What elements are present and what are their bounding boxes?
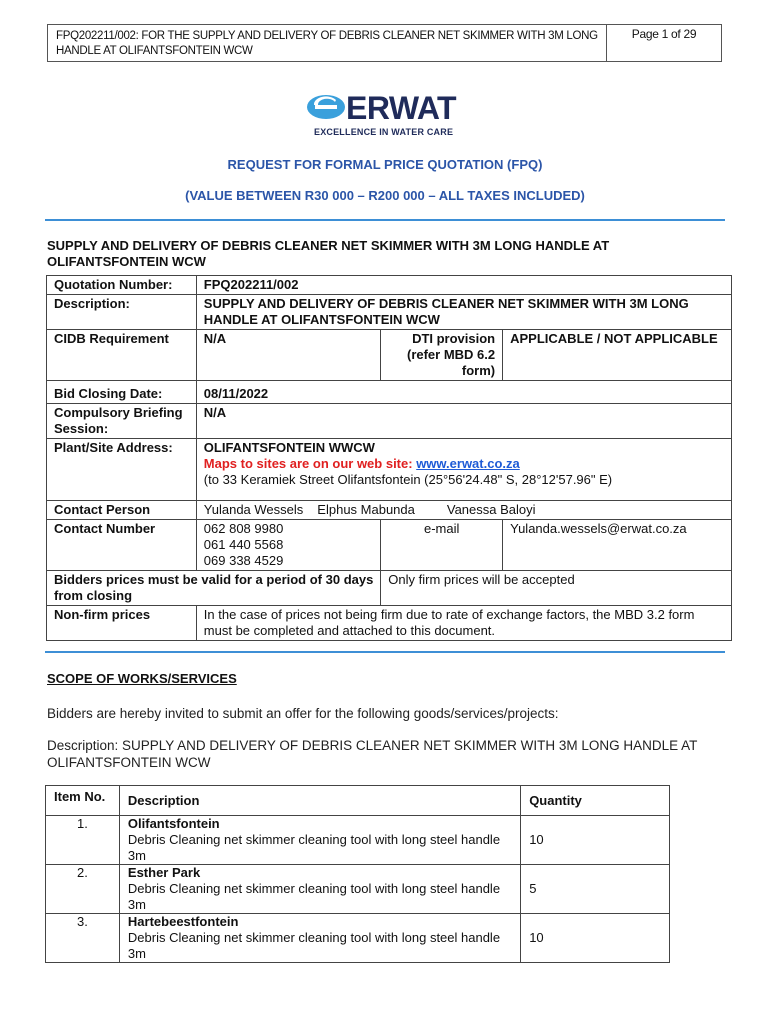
table-row bbox=[47, 439, 732, 501]
quotation-info-table bbox=[46, 275, 732, 641]
erwat-logo bbox=[306, 90, 466, 144]
briefing-value: N/A bbox=[196, 404, 731, 439]
cidb-value: N/A bbox=[196, 330, 381, 381]
table-row bbox=[47, 330, 732, 381]
maps-text: Maps to sites are on our web site: bbox=[203, 456, 417, 471]
dti-label: DTI provision (refer MBD 6.2 form) bbox=[381, 330, 503, 381]
site-address-label: Plant/Site Address: bbox=[47, 439, 197, 501]
table-row bbox=[47, 381, 732, 404]
table-header-row bbox=[46, 786, 670, 816]
table-row bbox=[46, 865, 670, 914]
contact-person-label: Contact Person bbox=[47, 501, 197, 520]
item-detail: Debris Cleaning net skimmer cleaning tool with long steel handle 3m bbox=[127, 881, 501, 912]
column-header-quantity: Quantity bbox=[521, 786, 670, 816]
table-row bbox=[46, 816, 670, 865]
email-label: e-mail bbox=[381, 520, 503, 571]
contact-numbers bbox=[196, 520, 381, 571]
item-site: Hartebeestfontein bbox=[127, 914, 239, 929]
items-table bbox=[45, 785, 670, 963]
table-row bbox=[47, 404, 732, 439]
email-value[interactable]: Yulanda.wessels@erwat.co.za bbox=[503, 520, 732, 571]
site-address: (to 33 Keramiek Street Olifantsfontein (25°56'24.48" S, 28°12'57.96" E) bbox=[203, 472, 613, 487]
contact-person-2: Elphus Mabunda bbox=[317, 502, 415, 517]
website-link[interactable]: www.erwat.co.za bbox=[416, 456, 520, 471]
table-row bbox=[47, 571, 732, 606]
scope-intro: Bidders are hereby invited to submit an offer for the following goods/services/projects: bbox=[47, 706, 559, 721]
nonfirm-value: In the case of prices not being firm due to rate of exchange factors, the MBD 3.2 form must be completed and attached to this document. bbox=[196, 606, 731, 641]
item-number: 3. bbox=[46, 914, 120, 963]
item-detail: Debris Cleaning net skimmer cleaning tool with long steel handle 3m bbox=[127, 832, 501, 863]
item-description bbox=[119, 816, 520, 865]
header-line-2: HANDLE AT OLIFANTSFONTEIN WCW bbox=[56, 45, 253, 57]
quotation-number-label: Quotation Number: bbox=[47, 276, 197, 295]
validity-value: Only firm prices will be accepted bbox=[381, 571, 732, 606]
header-line-1: FPQ202211/002: FOR THE SUPPLY AND DELIVERY OF DEBRIS CLEANER NET SKIMMER WITH 3M LONG bbox=[56, 30, 598, 42]
phone-2: 061 440 5568 bbox=[203, 537, 284, 552]
item-quantity: 5 bbox=[521, 865, 670, 914]
closing-date-value: 08/11/2022 bbox=[196, 381, 731, 404]
maps-line bbox=[204, 456, 724, 472]
item-number: 2. bbox=[46, 865, 120, 914]
divider bbox=[45, 651, 725, 653]
column-header-description: Description bbox=[119, 786, 520, 816]
item-site: Olifantsfontein bbox=[127, 816, 220, 831]
table-row bbox=[47, 276, 732, 295]
form-subtitle: (VALUE BETWEEN R30 000 – R200 000 – ALL TAXES INCLUDED) bbox=[185, 188, 585, 203]
item-detail: Debris Cleaning net skimmer cleaning tool with long steel handle 3m bbox=[127, 930, 501, 961]
briefing-label: Compulsory Briefing Session: bbox=[47, 404, 197, 439]
description-label: Description: bbox=[47, 295, 197, 330]
phone-1: 062 808 9980 bbox=[203, 521, 284, 536]
logo-wordmark: ERWAT bbox=[346, 90, 457, 126]
page-number: Page 1 of 29 bbox=[606, 24, 722, 62]
item-number: 1. bbox=[46, 816, 120, 865]
table-row bbox=[47, 520, 732, 571]
item-description bbox=[119, 865, 520, 914]
site-name: OLIFANTSFONTEIN WWCW bbox=[203, 440, 375, 455]
nonfirm-label: Non-firm prices bbox=[47, 606, 197, 641]
contact-person-3: Vanessa Baloyi bbox=[446, 502, 536, 517]
scope-heading: SCOPE OF WORKS/SERVICES bbox=[47, 671, 237, 686]
form-title: REQUEST FOR FORMAL PRICE QUOTATION (FPQ) bbox=[227, 157, 543, 172]
project-heading: SUPPLY AND DELIVERY OF DEBRIS CLEANER NET SKIMMER WITH 3M LONG HANDLE AT OLIFANTSFONTEIN WCW bbox=[47, 238, 610, 269]
item-description bbox=[119, 914, 520, 963]
divider bbox=[45, 219, 725, 221]
item-site: Esther Park bbox=[127, 865, 201, 880]
scope-description: Description: SUPPLY AND DELIVERY OF DEBRIS CLEANER NET SKIMMER WITH 3M LONG HANDLE AT OLIFANTSFONTEIN WCW bbox=[47, 738, 698, 770]
cidb-label: CIDB Requirement bbox=[47, 330, 197, 381]
contact-number-label: Contact Number bbox=[47, 520, 197, 571]
table-row bbox=[47, 295, 732, 330]
contact-persons bbox=[196, 501, 731, 520]
quotation-number-value: FPQ202211/002 bbox=[196, 276, 731, 295]
closing-date-label: Bid Closing Date: bbox=[47, 381, 197, 404]
table-row bbox=[47, 606, 732, 641]
phone-3: 069 338 4529 bbox=[203, 553, 284, 568]
document-header bbox=[47, 24, 607, 62]
item-quantity: 10 bbox=[521, 914, 670, 963]
table-row bbox=[47, 501, 732, 520]
table-row bbox=[46, 914, 670, 963]
logo-tagline: EXCELLENCE IN WATER CARE bbox=[314, 127, 454, 137]
site-address-cell bbox=[196, 439, 731, 501]
erwat-logo-icon bbox=[306, 94, 350, 120]
item-quantity: 10 bbox=[521, 816, 670, 865]
validity-label: Bidders prices must be valid for a period of 30 days from closing bbox=[47, 571, 381, 606]
contact-person-1: Yulanda Wessels bbox=[203, 502, 304, 517]
description-value: SUPPLY AND DELIVERY OF DEBRIS CLEANER NET SKIMMER WITH 3M LONG HANDLE AT OLIFANTSFONTEIN WCW bbox=[196, 295, 731, 330]
column-header-item-no: Item No. bbox=[46, 786, 120, 816]
dti-value: APPLICABLE / NOT APPLICABLE bbox=[503, 330, 732, 381]
